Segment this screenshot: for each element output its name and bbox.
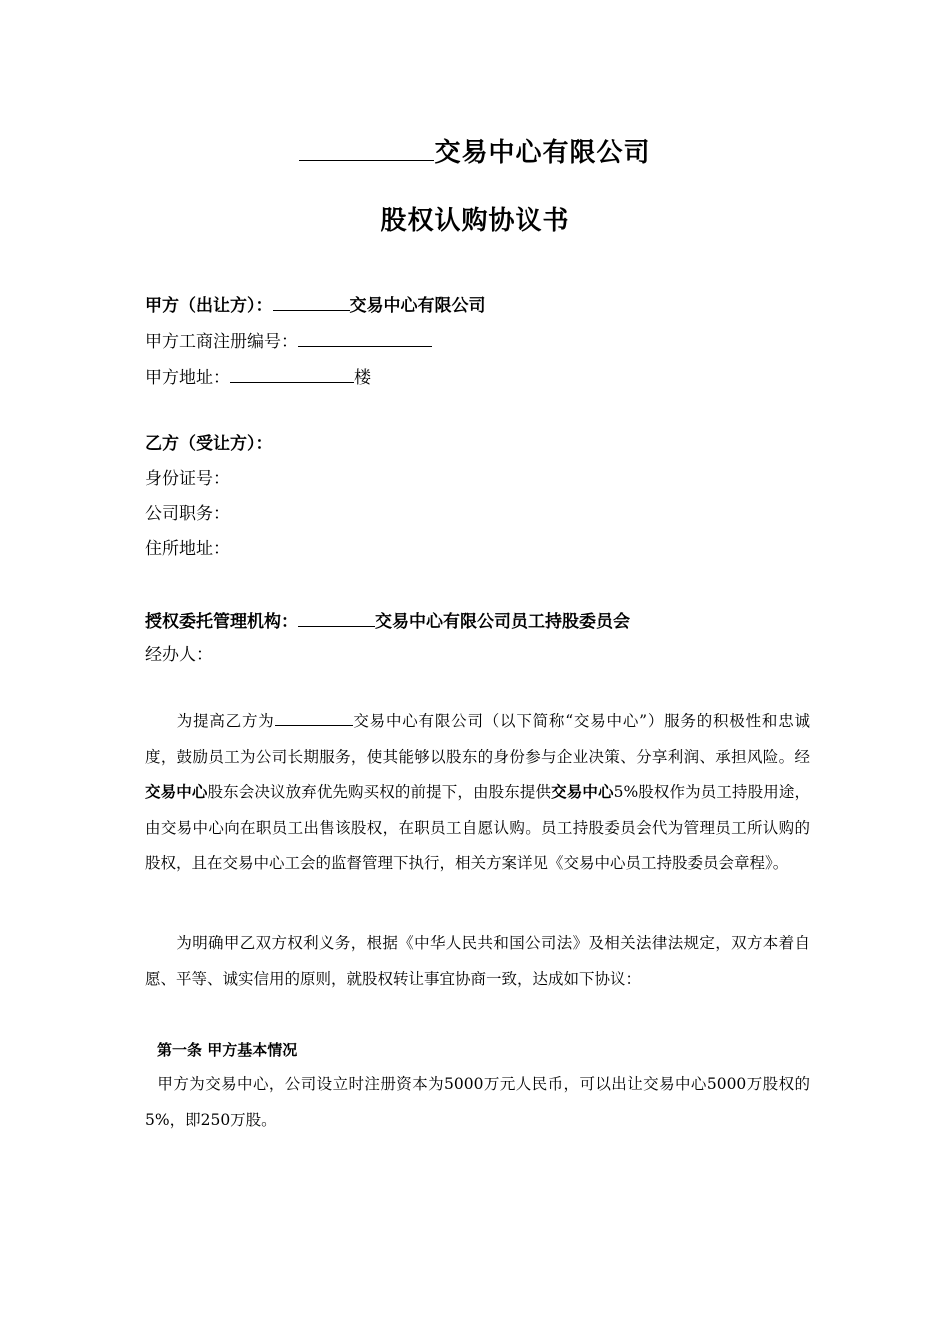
- intro-p1-b: 交易中心有限公司（以下简称“交易中心”）服务的积极性和忠诚度，鼓励员工为公司长期服务，使其能够以股东的身份参与企业决策、分享利润、承担风险。经: [145, 712, 810, 766]
- party-a-address-blank[interactable]: [230, 364, 354, 383]
- article-1-text: 甲方为交易中心，公司设立时注册资本为5000万元人民币，可以出让交易中心5000万股权的5%，即250万股。: [145, 1075, 810, 1129]
- party-a-reg-line: [145, 328, 432, 352]
- agency-name: 交易中心有限公司员工持股委员会: [375, 611, 630, 632]
- agency-line: [145, 608, 630, 632]
- handler-label: 经办人：: [145, 645, 213, 665]
- party-a-address-line: [145, 364, 371, 388]
- party-b-id-label: 身份证号：: [145, 469, 230, 489]
- document-title: 股权认购协议书: [380, 206, 570, 236]
- party-b-position-label: 公司职务：: [145, 504, 230, 524]
- intro-p1-bold-2: 交易中心: [551, 783, 614, 801]
- intro-paragraph-1: [145, 704, 810, 882]
- agency-label: 授权委托管理机构：: [145, 611, 298, 632]
- party-b-label: 乙方（受让方）：: [145, 434, 273, 454]
- intro-company-blank[interactable]: [275, 709, 353, 726]
- party-a-reg-label: 甲方工商注册编号：: [145, 331, 298, 352]
- party-a-address-label: 甲方地址：: [145, 367, 230, 388]
- party-a-reg-blank[interactable]: [298, 328, 432, 347]
- party-b-residence-label: 住所地址：: [145, 539, 230, 559]
- party-a-line: [145, 292, 486, 316]
- intro-paragraph-2: [145, 926, 810, 997]
- party-a-address-suffix: 楼: [354, 367, 371, 388]
- party-a-label: 甲方（出让方）：: [145, 295, 273, 316]
- party-a-name: 交易中心有限公司: [349, 295, 486, 316]
- intro-p1-d: 5%股权作为员工持股用途，由交易中心向在职员工出售该股权，在职员工自愿认购。员工持股委员会代为管理员工所认购的股权，且在交易中心工会的监督管理下执行，相关方案详见《交易中心员工持股委员会章程》。: [145, 783, 810, 872]
- article-1-heading: 第一条 甲方基本情况: [157, 1041, 298, 1059]
- company-title: [0, 132, 950, 169]
- party-a-name-blank[interactable]: [273, 292, 350, 311]
- article-1-body: [145, 1067, 810, 1138]
- company-title-text: 交易中心有限公司: [434, 138, 651, 168]
- company-name-blank[interactable]: [299, 133, 434, 161]
- intro-p1-c: 股东会决议放弃优先购买权的前提下，由股东提供: [207, 783, 552, 801]
- intro-p2-text: 为明确甲乙双方权利义务，根据《中华人民共和国公司法》及相关法律法规定，双方本着自愿、平等、诚实信用的原则，就股权转让事宜协商一致，达成如下协议：: [145, 934, 810, 988]
- agency-name-blank[interactable]: [298, 608, 375, 627]
- intro-p1-bold-1: 交易中心: [145, 783, 208, 801]
- intro-p1-a: 为提高乙方为: [176, 712, 275, 730]
